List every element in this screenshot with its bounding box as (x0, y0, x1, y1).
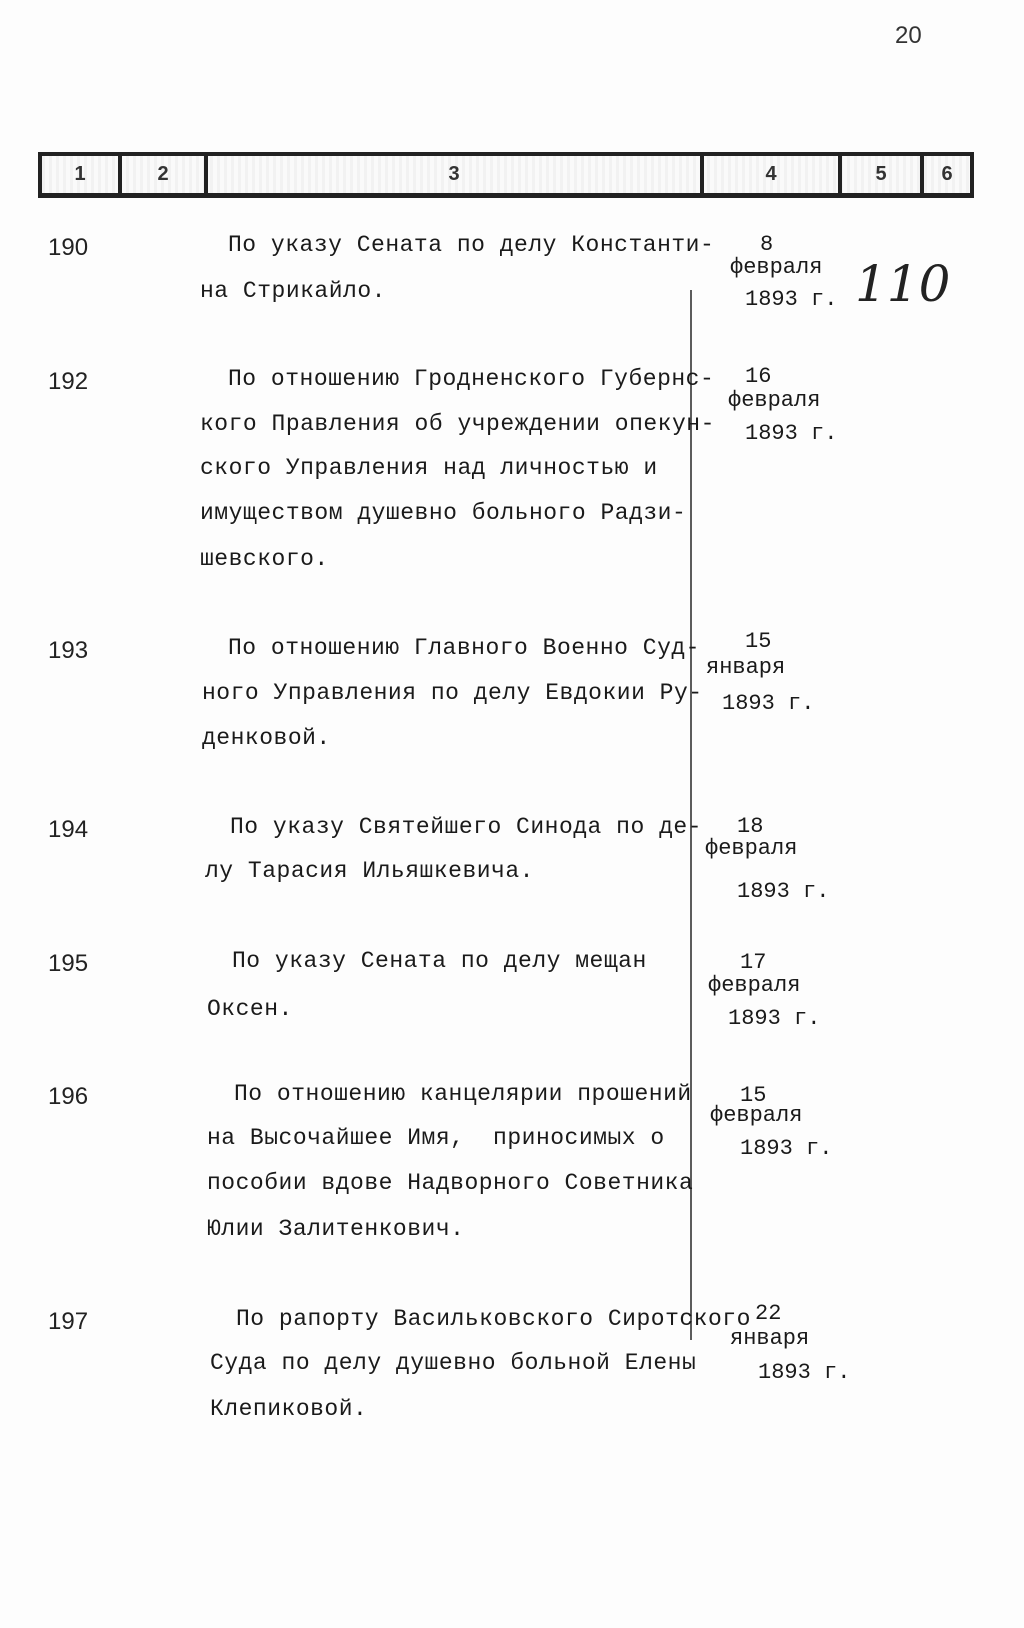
entry-date-month: января (730, 1326, 810, 1351)
entry-date-day: 16 (745, 364, 772, 389)
entry-number: 190 (48, 234, 89, 261)
entry-date-month: февраля (705, 836, 798, 861)
entry-text-line: на Стрикайло. (200, 278, 386, 304)
entry-date-day: 15 (745, 629, 772, 654)
column-header-2: 2 (122, 156, 208, 193)
entry-text-line: Юлии Залитенкович. (207, 1216, 465, 1242)
entry-text-line: пособии вдове Надворного Советника (207, 1170, 694, 1196)
column-header-4: 4 (704, 156, 842, 193)
entry-date-year: 1893 г. (740, 1136, 833, 1161)
entry-date-day: 8 (760, 232, 774, 257)
entry-date-year: 1893 г. (758, 1360, 851, 1385)
entry-date-day: 18 (737, 814, 764, 839)
column-header-3: 3 (208, 156, 704, 193)
entry-date-day: 17 (740, 950, 767, 975)
entry-text-line: Клепиковой. (210, 1396, 368, 1422)
column-header-6: 6 (941, 163, 953, 185)
entry-text-line: кого Правления об учреждении опекун- (200, 411, 715, 437)
entry-text-line: По отношению канцелярии прошений (234, 1081, 692, 1107)
entry-date-year: 1893 г. (737, 879, 830, 904)
entry-date-day: 15 (740, 1083, 767, 1108)
entry-number: 197 (48, 1308, 89, 1335)
entry-date-month: февраля (708, 973, 801, 998)
entry-text-line: По указу Сената по делу мещан (232, 948, 647, 974)
entry-text-line: на Высочайшее Имя, приносимых о (207, 1125, 665, 1151)
entry-text-line: имуществом душевно больного Радзи- (200, 500, 687, 526)
entry-number: 192 (48, 368, 89, 395)
entry-number: 193 (48, 637, 89, 664)
entry-date-year: 1893 г. (728, 1006, 821, 1031)
entry-date-year: 1893 г. (722, 691, 815, 716)
entry-text-line: лу Тарасия Ильяшкевича. (205, 858, 534, 884)
entry-date-month: февраля (710, 1103, 803, 1128)
entry-date-month: февраля (728, 388, 821, 413)
entry-text-line: ского Управления над личностью и (200, 455, 658, 481)
entry-text-line: По указу Святейшего Синода по де- (230, 814, 702, 840)
entry-number: 196 (48, 1083, 89, 1110)
entry-text-line: Суда по делу душевно больной Елены (210, 1350, 697, 1376)
entry-text-line: Оксен. (207, 996, 293, 1022)
handwritten-margin-note: 110 (855, 255, 951, 313)
entry-date-year: 1893 г. (745, 287, 838, 312)
entry-text-line: По отношению Гродненского Губернс- (228, 366, 715, 392)
entry-text-line: По отношению Главного Военно Суд- (228, 635, 700, 661)
entry-number: 194 (48, 816, 89, 843)
page-number: 20 (895, 22, 922, 49)
entry-number: 195 (48, 950, 89, 977)
entry-text-line: денковой. (202, 725, 331, 751)
entry-date-day: 22 (755, 1301, 782, 1326)
entry-date-month: февраля (730, 255, 823, 280)
column-header-row (38, 152, 974, 198)
entry-text-line: По указу Сената по делу Константи- (228, 232, 715, 258)
column-header-5: 5 (842, 156, 924, 193)
entry-text-line: ного Управления по делу Евдокии Ру- (202, 680, 703, 706)
entry-text-line: шевского. (200, 546, 329, 572)
entry-date-year: 1893 г. (745, 421, 838, 446)
column-header-1: 1 (42, 156, 122, 193)
entry-date-month: января (706, 655, 786, 680)
entry-text-line: По рапорту Васильковского Сиротского (236, 1306, 751, 1332)
